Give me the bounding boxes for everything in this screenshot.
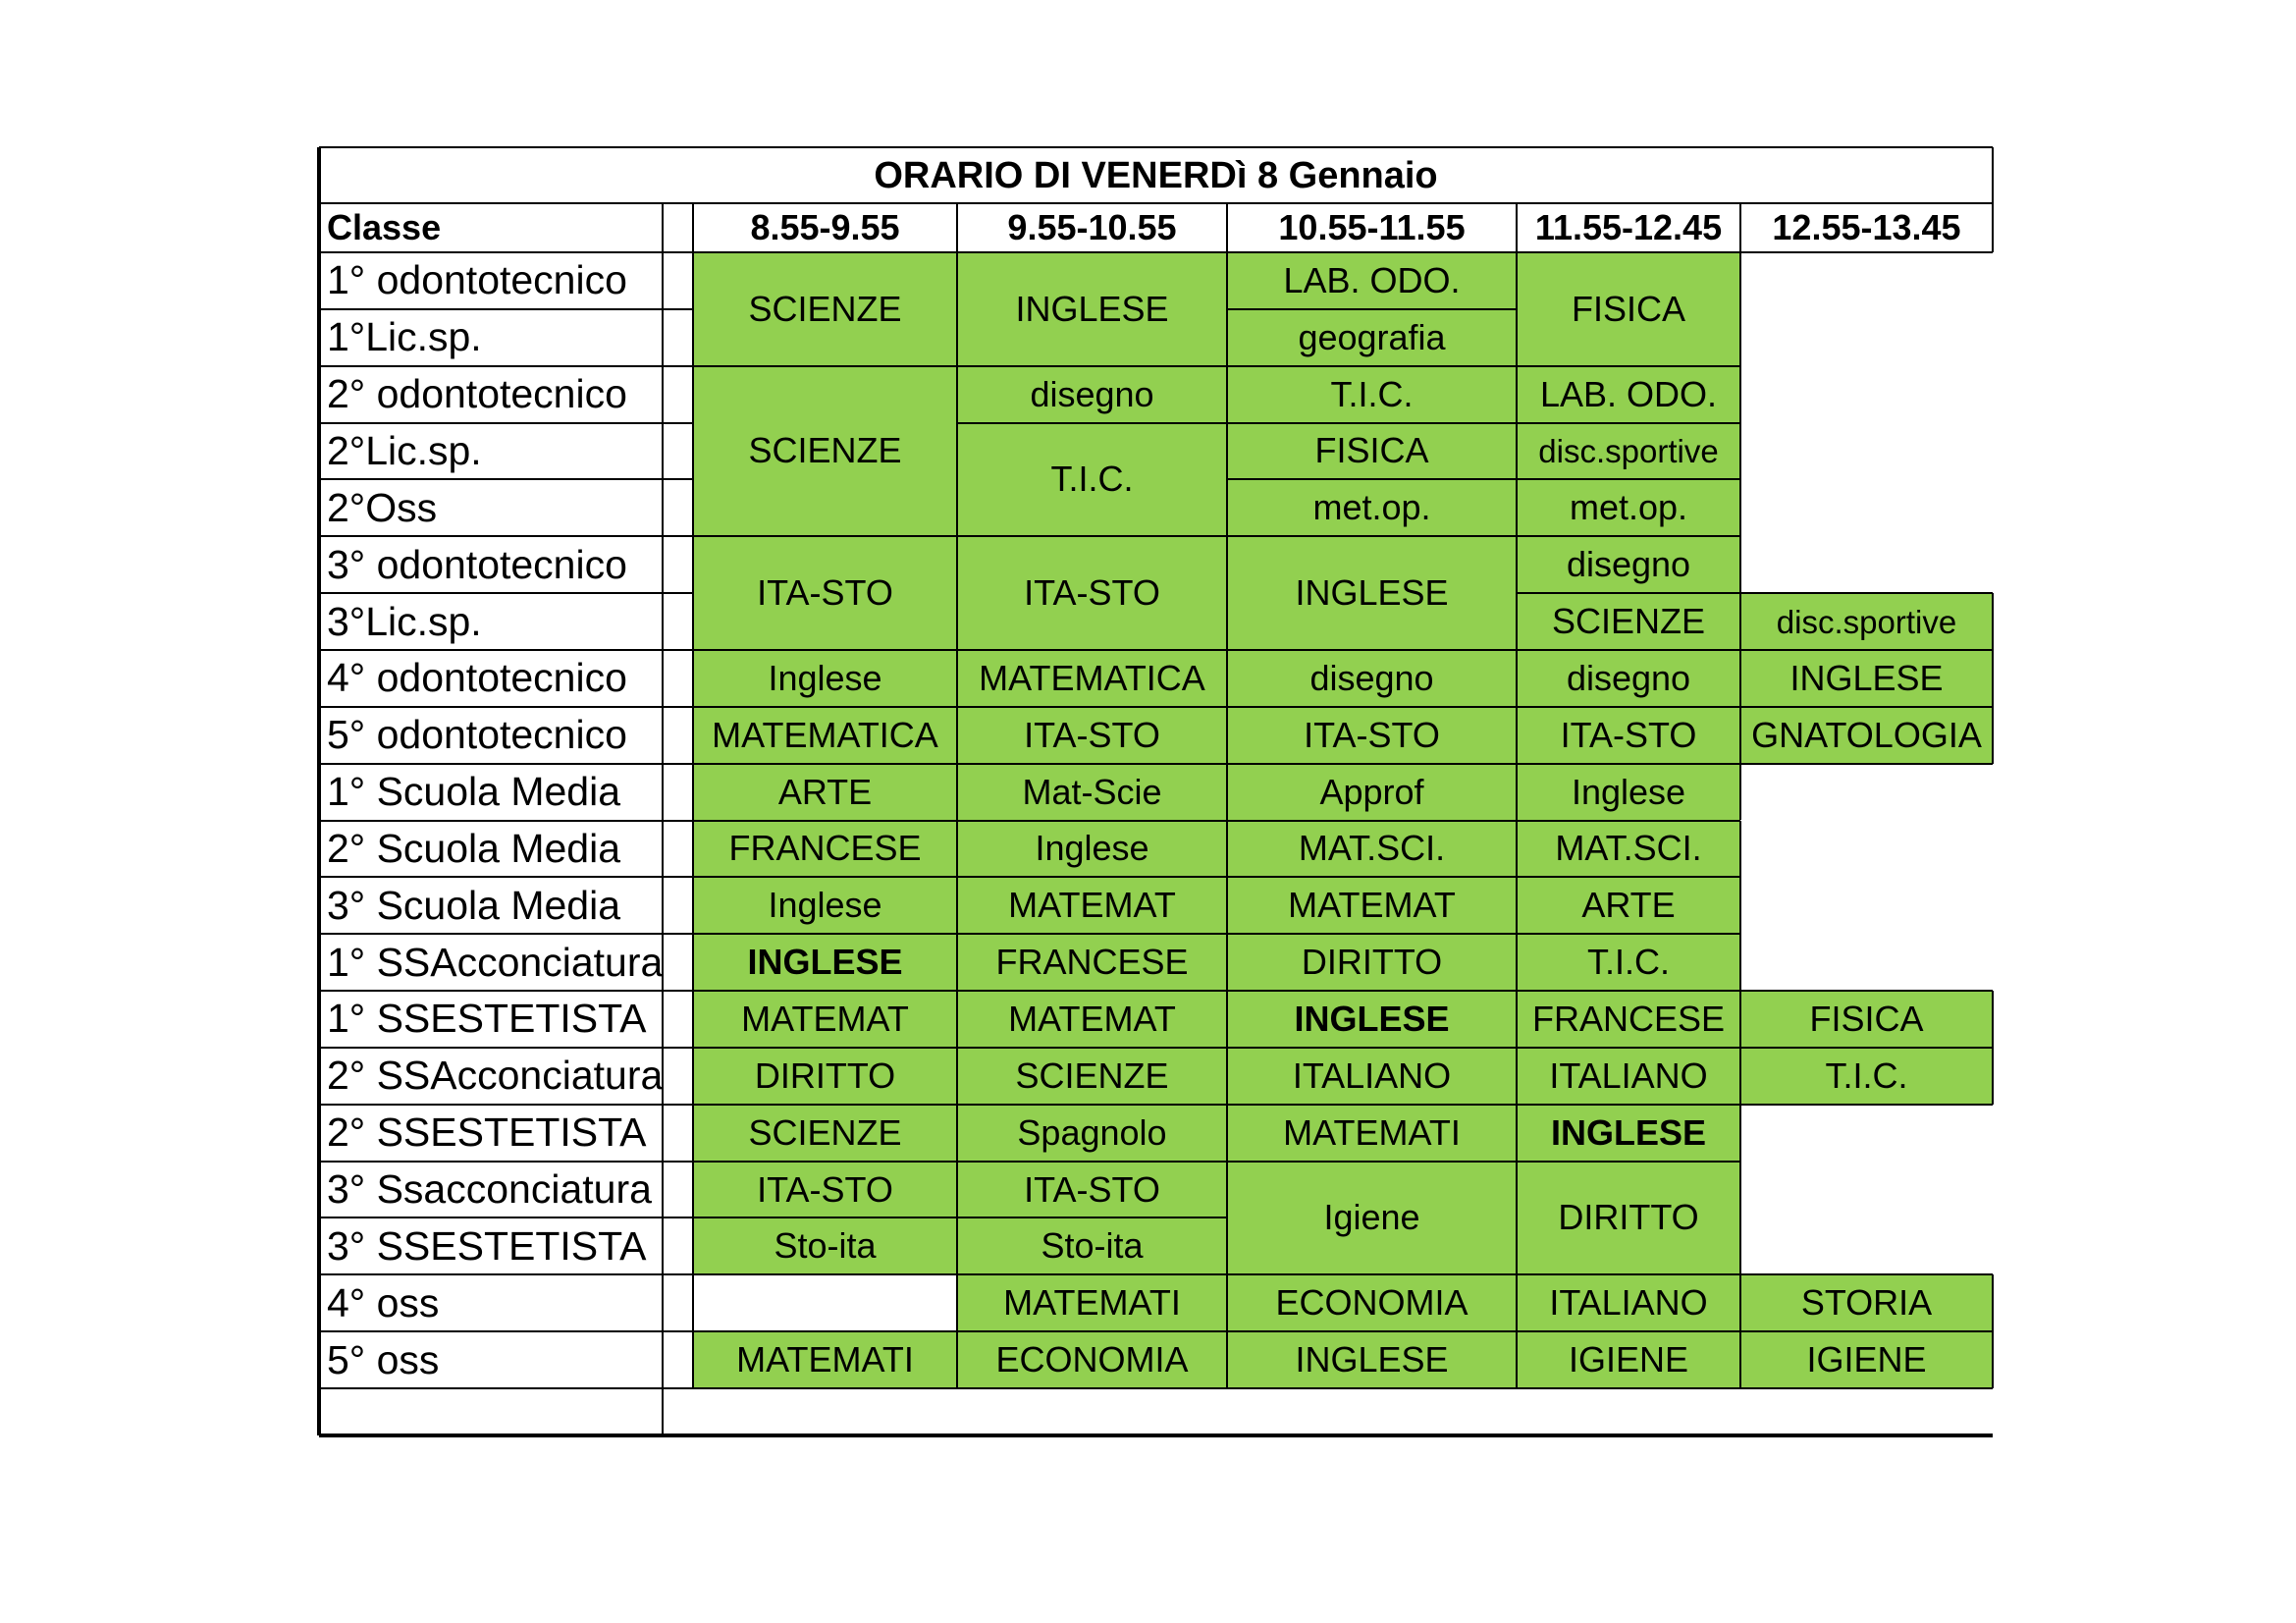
- grid-line: [956, 1048, 958, 1105]
- grid-line: [1739, 536, 1741, 593]
- lesson-cell: Mat-Scie: [957, 764, 1227, 821]
- lesson-cell: FISICA: [1517, 252, 1740, 366]
- lesson-cell: ITA-STO: [957, 1162, 1227, 1218]
- grid-line: [319, 1161, 693, 1163]
- grid-line: [1226, 1217, 1228, 1274]
- lesson-cell: GNATOLOGIA: [1740, 707, 1993, 764]
- grid-line: [957, 1217, 1227, 1218]
- grid-line: [957, 820, 1227, 822]
- header-period: 11.55-12.45: [1534, 207, 1723, 247]
- grid-line: [1739, 252, 1741, 366]
- grid-line: [957, 1047, 1227, 1049]
- lesson-cell: FISICA: [1227, 423, 1517, 480]
- lesson-cell: T.I.C.: [957, 423, 1227, 537]
- lesson-cell: ITALIANO: [1517, 1274, 1740, 1331]
- lesson-cell: ITA-STO: [1227, 707, 1517, 764]
- grid-line: [956, 252, 958, 366]
- grid-line: [1516, 1274, 1518, 1331]
- grid-line: [1516, 593, 1518, 650]
- lesson-cell: Igiene: [1227, 1162, 1517, 1275]
- grid-line: [319, 1047, 693, 1049]
- grid-line: [1227, 1161, 1517, 1163]
- header-period: 9.55-10.55: [1007, 207, 1177, 247]
- grid-line: [693, 1047, 957, 1049]
- grid-line: [1226, 707, 1228, 764]
- lesson-cell: STORIA: [1740, 1274, 1993, 1331]
- lesson-cell: DIRITTO: [1517, 1162, 1740, 1275]
- grid-line: [1227, 365, 1517, 367]
- lesson-cell: FRANCESE: [957, 934, 1227, 991]
- grid-line: [1226, 536, 1228, 650]
- grid-line: [1226, 1331, 1228, 1388]
- grid-line: [956, 423, 958, 537]
- lesson-cell: Spagnolo: [957, 1105, 1227, 1162]
- grid-line: [1227, 308, 1517, 310]
- lesson-cell: MATEMAT: [693, 991, 957, 1048]
- grid-line: [956, 650, 958, 707]
- grid-line: [319, 820, 693, 822]
- grid-line: [1516, 252, 1518, 366]
- lesson-cell: FRANCESE: [693, 821, 957, 878]
- grid-line: [1740, 649, 1993, 651]
- grid-line: [1740, 1273, 1993, 1275]
- class-name: 2° odontotecnico: [327, 371, 627, 417]
- grid-line: [1227, 478, 1517, 480]
- lesson-cell: T.I.C.: [1740, 1048, 1993, 1105]
- grid-line: [693, 1387, 957, 1389]
- lesson-cell: SCIENZE: [693, 366, 957, 537]
- lesson-cell: disc.sportive: [1517, 423, 1740, 480]
- lesson-cell: MATEMAT: [1227, 877, 1517, 934]
- lesson-cell: MATEMATI: [1227, 1105, 1517, 1162]
- lesson-cell: INGLESE: [1227, 991, 1517, 1048]
- lesson-cell: MATEMAT: [957, 991, 1227, 1048]
- grid-line: [1227, 820, 1517, 822]
- grid-line: [956, 1331, 958, 1388]
- grid-line: [1227, 1047, 1517, 1049]
- lesson-cell: disegno: [1517, 650, 1740, 707]
- grid-line: [319, 535, 693, 537]
- header-period: 12.55-13.45: [1772, 207, 1961, 247]
- grid-line: [1739, 1162, 1741, 1275]
- grid-line: [957, 535, 1227, 537]
- grid-line: [1226, 821, 1228, 878]
- grid-line: [1992, 1274, 1994, 1331]
- class-name: 2° Scuola Media: [327, 825, 621, 871]
- grid-line: [1517, 365, 1740, 367]
- grid-line: [1227, 1273, 1517, 1275]
- grid-line: [1517, 535, 1740, 537]
- class-name: 3° odontotecnico: [327, 541, 627, 587]
- lesson-cell: INGLESE: [1517, 1105, 1740, 1162]
- grid-line: [1516, 536, 1518, 593]
- lesson-cell: INGLESE: [1227, 536, 1517, 650]
- grid-line: [1517, 649, 1740, 651]
- grid-line: [319, 649, 693, 651]
- grid-line: [1992, 1331, 1994, 1388]
- grid-line: [1226, 650, 1228, 707]
- grid-line: [1516, 1105, 1518, 1162]
- grid-line: [1992, 593, 1994, 650]
- lesson-cell: SCIENZE: [957, 1048, 1227, 1105]
- grid-line: [1739, 593, 1741, 650]
- class-name: 5° oss: [327, 1336, 440, 1382]
- lesson-cell: MAT.SCI.: [1517, 821, 1740, 878]
- grid-line: [956, 877, 958, 934]
- grid-line: [1739, 707, 1741, 764]
- grid-line: [319, 1217, 693, 1218]
- grid-line: [956, 366, 958, 423]
- grid-line: [1516, 479, 1518, 536]
- grid-line: [319, 1273, 693, 1275]
- lesson-cell: met.op.: [1517, 479, 1740, 536]
- grid-line: [1516, 707, 1518, 764]
- grid-line: [957, 422, 1227, 424]
- grid-line: [693, 1273, 957, 1275]
- grid-line: [1739, 991, 1741, 1048]
- lesson-cell: MAT.SCI.: [1227, 821, 1517, 878]
- grid-line: [957, 1104, 1227, 1106]
- lesson-cell: Inglese: [693, 650, 957, 707]
- lesson-cell: Sto-ita: [957, 1217, 1227, 1274]
- grid-line: [319, 146, 1993, 148]
- grid-line: [1227, 933, 1517, 935]
- class-name: 1° SSESTETISTA: [327, 996, 647, 1042]
- lesson-cell: disc.sportive: [1740, 593, 1993, 650]
- grid-line: [1516, 366, 1518, 423]
- grid-line: [1739, 1331, 1741, 1388]
- grid-line: [1739, 1048, 1741, 1105]
- lesson-cell: DIRITTO: [693, 1048, 957, 1105]
- grid-line: [1516, 1331, 1518, 1388]
- grid-line: [1227, 649, 1517, 651]
- grid-line: [956, 1274, 958, 1331]
- grid-line: [1740, 763, 1993, 765]
- lesson-cell: SCIENZE: [693, 1105, 957, 1162]
- grid-line: [1227, 1104, 1517, 1106]
- lesson-cell: ECONOMIA: [1227, 1274, 1517, 1331]
- grid-line: [319, 763, 693, 765]
- grid-line: [1740, 592, 1993, 594]
- grid-line: [1227, 1330, 1517, 1332]
- lesson-cell: Approf: [1227, 764, 1517, 821]
- grid-line: [1227, 422, 1517, 424]
- lesson-cell: MATEMATICA: [957, 650, 1227, 707]
- grid-line: [1516, 1162, 1518, 1275]
- grid-line: [1992, 1048, 1994, 1105]
- grid-line: [1992, 203, 1994, 252]
- grid-line: [957, 1273, 1227, 1275]
- grid-line: [1739, 479, 1741, 536]
- lesson-cell: IGIENE: [1740, 1331, 1993, 1388]
- grid-line: [1516, 203, 1518, 252]
- grid-line: [1739, 1274, 1741, 1331]
- grid-line: [1226, 1274, 1228, 1331]
- grid-line: [956, 1105, 958, 1162]
- class-name: 3° Ssacconciatura: [327, 1166, 652, 1213]
- grid-line: [957, 365, 1227, 367]
- grid-line: [1227, 706, 1517, 708]
- grid-line: [1739, 764, 1741, 821]
- class-name: 2°Oss: [327, 484, 438, 530]
- grid-line: [692, 203, 694, 1388]
- grid-line: [1516, 934, 1518, 991]
- grid-line: [1739, 877, 1741, 934]
- lesson-cell: Inglese: [1517, 764, 1740, 821]
- grid-line: [1517, 1161, 1740, 1163]
- lesson-cell: ITALIANO: [1517, 1048, 1740, 1105]
- grid-line: [1517, 933, 1740, 935]
- grid-line: [1227, 535, 1517, 537]
- grid-line: [319, 1434, 1993, 1437]
- lesson-cell: SCIENZE: [693, 252, 957, 366]
- lesson-cell: T.I.C.: [1517, 934, 1740, 991]
- lesson-cell: ITALIANO: [1227, 1048, 1517, 1105]
- class-name: 4° oss: [327, 1279, 440, 1325]
- grid-line: [956, 764, 958, 821]
- grid-line: [1517, 1047, 1740, 1049]
- lesson-cell: ITA-STO: [1517, 707, 1740, 764]
- lesson-cell: met.op.: [1227, 479, 1517, 536]
- lesson-cell: geografia: [1227, 309, 1517, 366]
- grid-line: [319, 478, 693, 480]
- lesson-cell: FISICA: [1740, 991, 1993, 1048]
- grid-line: [1739, 650, 1741, 707]
- grid-line: [957, 1387, 1227, 1389]
- grid-line: [1516, 991, 1518, 1048]
- lesson-cell: ITA-STO: [957, 536, 1227, 650]
- lesson-cell: ARTE: [1517, 877, 1740, 934]
- grid-line: [1226, 479, 1228, 536]
- grid-line: [693, 763, 957, 765]
- class-name: 3°Lic.sp.: [327, 598, 482, 644]
- grid-line: [693, 706, 957, 708]
- grid-line: [319, 706, 693, 708]
- grid-line: [693, 649, 957, 651]
- grid-line: [693, 1104, 957, 1106]
- grid-line: [1517, 1104, 1740, 1106]
- grid-line: [957, 706, 1227, 708]
- grid-line: [1516, 877, 1518, 934]
- grid-line: [319, 1330, 693, 1332]
- grid-line: [319, 1387, 693, 1389]
- grid-line: [957, 1330, 1227, 1332]
- grid-line: [1226, 366, 1228, 423]
- class-name: 1° odontotecnico: [327, 257, 627, 303]
- grid-line: [1739, 203, 1741, 252]
- grid-line: [1227, 876, 1517, 878]
- class-name: 3° Scuola Media: [327, 882, 621, 928]
- grid-line: [1516, 650, 1518, 707]
- grid-line: [693, 933, 957, 935]
- lesson-cell: DIRITTO: [1227, 934, 1517, 991]
- grid-line: [1226, 309, 1228, 366]
- grid-line: [319, 308, 693, 310]
- class-name: 5° odontotecnico: [327, 712, 627, 758]
- grid-line: [957, 933, 1227, 935]
- grid-line: [1517, 706, 1740, 708]
- grid-line: [1740, 1387, 1993, 1389]
- lesson-cell: LAB. ODO.: [1517, 366, 1740, 423]
- grid-line: [956, 934, 958, 991]
- lesson-cell: MATEMAT: [957, 877, 1227, 934]
- grid-line: [693, 535, 957, 537]
- lesson-cell: Inglese: [693, 877, 957, 934]
- grid-line: [957, 649, 1227, 651]
- grid-line: [1226, 252, 1228, 309]
- lesson-cell: disegno: [1517, 536, 1740, 593]
- grid-line: [319, 251, 693, 253]
- class-name: 1° Scuola Media: [327, 769, 621, 815]
- grid-line: [1740, 1330, 1993, 1332]
- grid-line: [319, 422, 693, 424]
- grid-line: [693, 1161, 957, 1163]
- grid-line: [1517, 876, 1740, 878]
- grid-line: [1517, 422, 1740, 424]
- class-name: 3° SSESTETISTA: [327, 1222, 647, 1269]
- grid-line: [1516, 764, 1518, 821]
- lesson-cell: disegno: [957, 366, 1227, 423]
- grid-line: [957, 763, 1227, 765]
- class-name: 4° odontotecnico: [327, 655, 627, 701]
- grid-line: [319, 202, 1993, 204]
- lesson-cell: ITA-STO: [957, 707, 1227, 764]
- grid-line: [1226, 877, 1228, 934]
- lesson-cell: ITA-STO: [693, 1162, 957, 1218]
- class-name: 2°Lic.sp.: [327, 427, 482, 473]
- grid-line: [1740, 1104, 1993, 1106]
- grid-line: [319, 933, 693, 935]
- grid-line: [319, 1104, 693, 1106]
- grid-line: [1992, 650, 1994, 707]
- class-name: 1°Lic.sp.: [327, 314, 482, 360]
- class-name: 2° SSESTETISTA: [327, 1109, 647, 1156]
- grid-line: [1517, 478, 1740, 480]
- grid-line: [1227, 990, 1517, 992]
- grid-line: [957, 876, 1227, 878]
- lesson-cell: MATEMATICA: [693, 707, 957, 764]
- grid-line: [693, 365, 957, 367]
- grid-line: [1226, 1105, 1228, 1162]
- grid-line: [1226, 423, 1228, 480]
- grid-line: [693, 1330, 957, 1332]
- grid-line: [1992, 991, 1994, 1048]
- lesson-cell: IGIENE: [1517, 1331, 1740, 1388]
- grid-line: [693, 990, 957, 992]
- grid-line: [1517, 1273, 1740, 1275]
- lesson-cell: LAB. ODO.: [1227, 252, 1517, 309]
- grid-line: [1517, 763, 1740, 765]
- grid-line: [1516, 821, 1518, 878]
- lesson-cell: Inglese: [957, 821, 1227, 878]
- grid-line: [319, 876, 693, 878]
- grid-line: [319, 990, 693, 992]
- grid-line: [1227, 1387, 1517, 1389]
- grid-line: [1739, 366, 1741, 423]
- header-period: 10.55-11.55: [1278, 207, 1466, 247]
- lesson-cell: MATEMATI: [957, 1274, 1227, 1331]
- grid-line: [956, 991, 958, 1048]
- grid-line: [956, 203, 958, 252]
- lesson-cell: SCIENZE: [1517, 593, 1740, 650]
- lesson-cell: disegno: [1227, 650, 1517, 707]
- grid-line: [957, 1161, 1227, 1163]
- lesson-cell: INGLESE: [957, 252, 1227, 366]
- grid-line: [1739, 934, 1741, 991]
- grid-line: [1226, 203, 1228, 252]
- grid-line: [1740, 706, 1993, 708]
- grid-line: [319, 592, 693, 594]
- grid-line: [956, 536, 958, 650]
- grid-line: [1226, 991, 1228, 1048]
- grid-line: [1517, 990, 1740, 992]
- lesson-cell: INGLESE: [693, 934, 957, 991]
- lesson-cell: MATEMATI: [693, 1331, 957, 1388]
- lesson-cell: ARTE: [693, 764, 957, 821]
- grid-line: [693, 820, 957, 822]
- grid-line: [1517, 820, 1740, 822]
- lesson-cell: INGLESE: [1227, 1331, 1517, 1388]
- grid-line: [1226, 764, 1228, 821]
- grid-line: [1517, 1387, 1740, 1389]
- lesson-cell: ECONOMIA: [957, 1331, 1227, 1388]
- grid-line: [1740, 990, 1993, 992]
- grid-line: [956, 821, 958, 878]
- grid-line: [957, 990, 1227, 992]
- grid-line: [1739, 1105, 1741, 1162]
- lesson-cell: FRANCESE: [1517, 991, 1740, 1048]
- grid-line: [693, 876, 957, 878]
- grid-line: [1226, 934, 1228, 991]
- grid-line: [317, 147, 321, 1435]
- lesson-cell: INGLESE: [1740, 650, 1993, 707]
- lesson-cell: Sto-ita: [693, 1217, 957, 1274]
- grid-line: [1516, 423, 1518, 480]
- grid-line: [1516, 1048, 1518, 1105]
- grid-line: [1517, 1330, 1740, 1332]
- grid-line: [1226, 1048, 1228, 1105]
- grid-line: [1740, 1047, 1993, 1049]
- class-name: 1° SSAcconciatura: [327, 939, 663, 985]
- lesson-cell: T.I.C.: [1227, 366, 1517, 423]
- timetable-title: ORARIO DI VENERDì 8 Gennaio: [874, 154, 1438, 196]
- header-class: Classe: [327, 207, 442, 247]
- grid-line: [693, 1217, 957, 1218]
- class-name: 2° SSAcconciatura: [327, 1053, 663, 1099]
- lesson-cell: ITA-STO: [693, 536, 957, 650]
- grid-line: [1517, 592, 1740, 594]
- grid-line: [1227, 763, 1517, 765]
- grid-line: [1992, 707, 1994, 764]
- grid-line: [319, 365, 693, 367]
- grid-line: [1739, 821, 1741, 878]
- grid-line: [956, 707, 958, 764]
- grid-line: [956, 1217, 958, 1274]
- grid-line: [1739, 423, 1741, 480]
- grid-line: [956, 1162, 958, 1218]
- header-period: 8.55-9.55: [750, 207, 900, 247]
